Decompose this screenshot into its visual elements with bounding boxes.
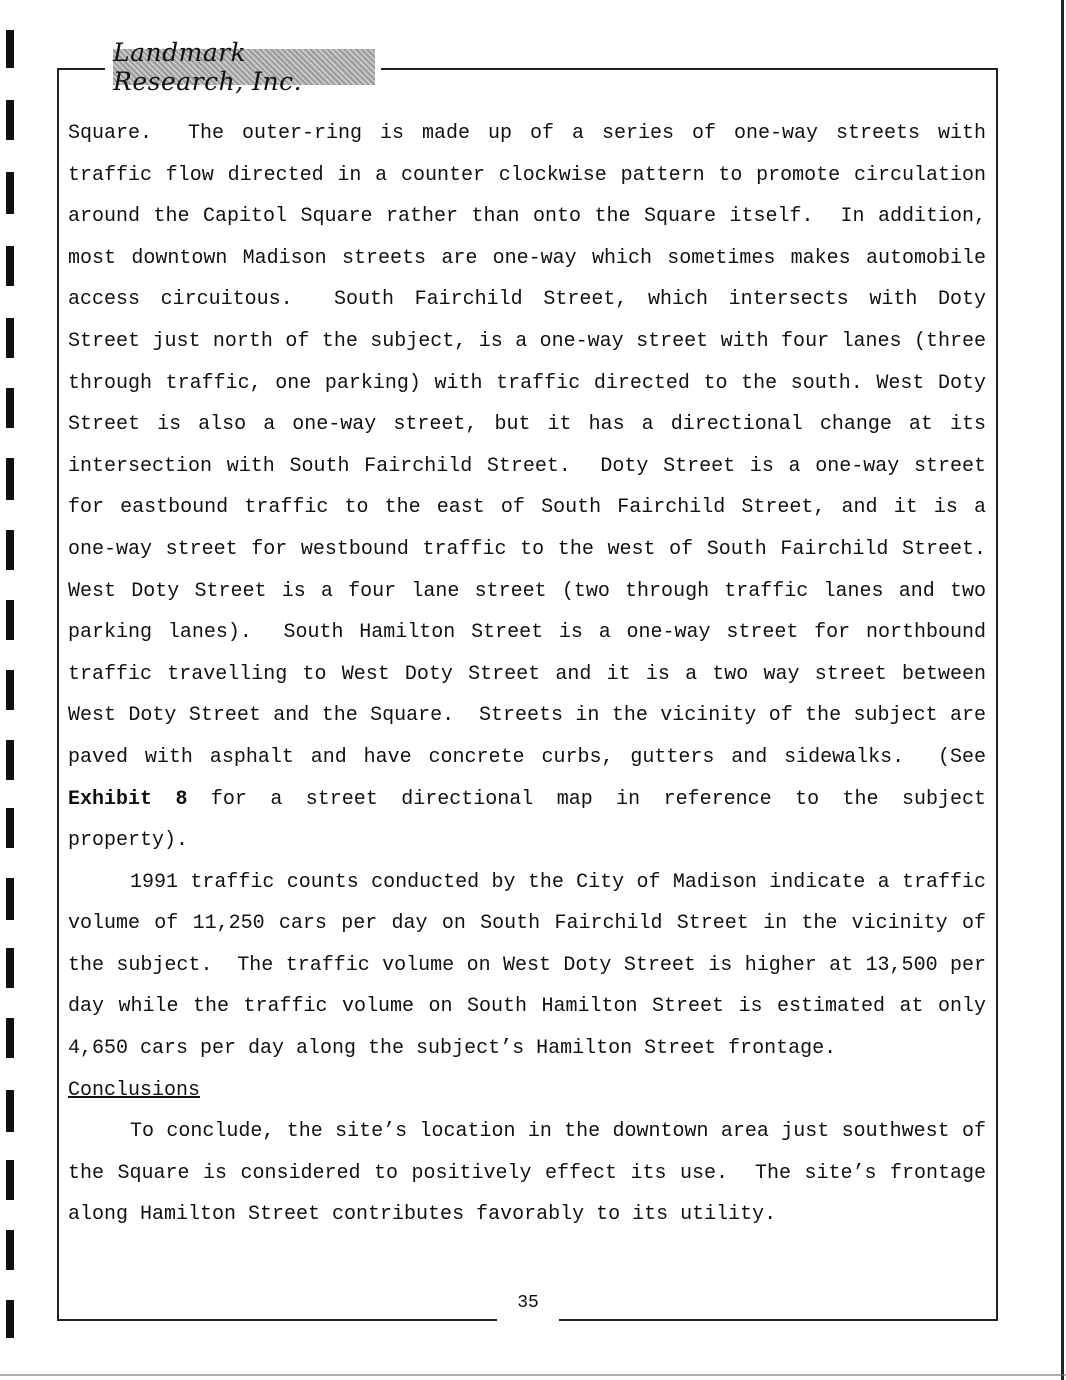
- paragraph-traffic-circulation: Square. The outer-ring is made up of a series of one-way streets with traffic flow directed in a counter clockwise pattern to promote circulation around the Capitol Square rather than onto the Square itself. In addition, most downtown Madison streets are one-way which sometimes makes automobile access circuitous. South Fairchild Street, which intersects with Doty Street just north of the subject, is a one-way street with four lanes (three through traffic, one parking) with traffic directed to the south. West Doty Street is also a one-way street, but it has a directional change at its intersection with South Fairchild Street. Doty Street is a one-way street for eastbound traffic to the east of South Fairchild Street, and it is a one-way street for westbound traffic to the west of South Fairchild Street. West Doty Street is a four lane street (two through traffic lanes and two parking lanes). South Hamilton Street is a one-way street for northbound traffic travelling to West Doty Street and it is a two way street between West Doty Street and the Square. Streets in the vicinity of the subject are paved with asphalt and have concrete curbs, gutters and sidewalks. (See Exhibit 8 for a street directional map in reference to the subject property).: [68, 122, 1011, 853]
- company-logo: Landmark Research, Inc.: [113, 49, 375, 85]
- page-edge-shadow: [1061, 0, 1064, 1380]
- paragraph-traffic-counts: 1991 traffic counts conducted by the City of Madison indicate a traffic volume of 11,250 cars per day on South Fairchild Street in the vicinity of the subject. The traffic volume on West Doty Street is higher at 13,500 per day while the traffic volume on South Hamilton Street is estimated at only 4,650 cars per day along the subject’s Hamilton Street frontage.: [68, 870, 999, 1061]
- section-heading-conclusions: Conclusions: [68, 1078, 201, 1102]
- paragraph-conclusions: To conclude, the site’s location in the downtown area just southwest of the Square is considered to positively effect its use. The site’s frontage along Hamilton Street contributes favorably to its utility.: [68, 1120, 999, 1227]
- page-number: 35: [517, 1293, 539, 1313]
- binder-hole-marks: [0, 0, 20, 1380]
- exhibit-reference: Exhibit 8: [68, 787, 188, 811]
- page-bottom-edge: [0, 1374, 1066, 1376]
- report-body: [68, 113, 1011, 1236]
